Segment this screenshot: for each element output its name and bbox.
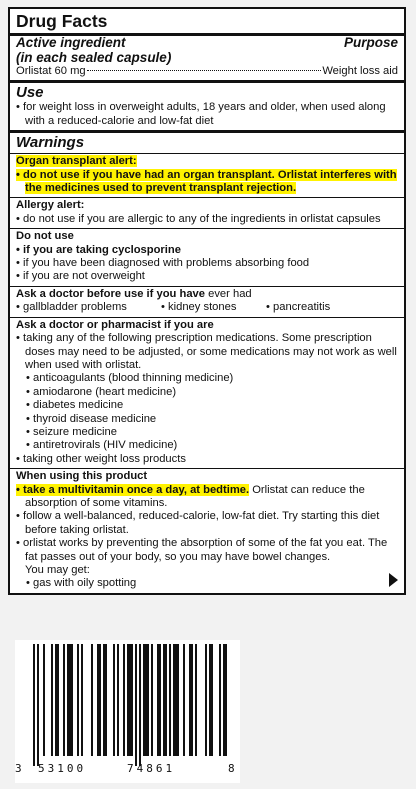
barcode-bar — [209, 644, 213, 756]
ingredient-purpose: Weight loss aid — [322, 65, 398, 77]
divider — [10, 286, 404, 287]
barcode-bar — [223, 644, 227, 756]
drug-facts-panel — [8, 7, 406, 595]
barcode-bar — [77, 644, 79, 756]
active-ingredient-row — [16, 65, 398, 78]
barcode-digit-left: 3 — [15, 762, 22, 775]
ask-pharmacist-text: • taking any of the following prescription medications. Some prescription doses may need to be adjusted, or some medications may not work as well when used with orlistat. — [16, 332, 397, 371]
allergy-text: • do not use if you are allergic to any of the ingredients in orlistat capsules — [16, 212, 381, 225]
barcode-bar — [163, 644, 167, 756]
barcode-bar — [189, 644, 193, 756]
divider — [10, 153, 404, 154]
barcode-bar — [183, 644, 185, 756]
when-using-item: • follow a well-balanced, reduced-calorie, low-fat diet. Try starting this diet before taking orlistat. — [16, 510, 380, 536]
continue-arrow-icon — [389, 573, 398, 587]
list-item: • diabetes medicine — [26, 399, 124, 412]
do-not-use-item: • if you have been diagnosed with problems absorbing food — [16, 257, 310, 270]
barcode-bar — [143, 644, 149, 756]
ask-doctor-title: Ask a doctor before use if you have ever had — [16, 287, 252, 300]
barcode-bar — [157, 644, 161, 756]
do-not-use-item: • if you are taking cyclosporine — [16, 243, 181, 256]
purpose-heading: Purpose — [343, 35, 398, 50]
barcode-bar — [103, 644, 107, 756]
divider — [10, 197, 404, 198]
list-item: • thyroid disease medicine — [26, 412, 157, 425]
active-header — [16, 36, 398, 65]
barcode-bar — [219, 644, 221, 756]
barcode-bars — [33, 644, 229, 766]
barcode-bar — [205, 644, 207, 756]
organ-transplant-title: Organ transplant alert: — [16, 155, 137, 168]
use-title: Use — [16, 84, 44, 102]
divider — [10, 317, 404, 318]
list-item: • anticoagulants (blood thinning medicine) — [26, 372, 234, 385]
do-not-use-title: Do not use — [16, 230, 74, 243]
list-item: • pancreatitis — [266, 301, 331, 314]
barcode-bar — [113, 644, 115, 756]
barcode-bar — [151, 644, 153, 756]
ingredient-name: Orlistat 60 mg — [16, 65, 86, 77]
when-using-item: • orlistat works by preventing the absorption of some of the fat you eat. The fat passes out of your body, so you may have bowel changes. — [16, 537, 388, 563]
barcode-group-right: 74861 — [127, 762, 176, 775]
active-ingredient-heading: Active ingredient — [16, 35, 126, 50]
do-not-use-item: • if you are not overweight — [16, 270, 145, 283]
barcode-bar — [169, 644, 171, 756]
organ-transplant-text: • do not use if you have had an organ transplant. Orlistat interferes with the medicines used to prevent transplant rejection. — [16, 168, 397, 195]
ask-pharmacist-title: Ask a doctor or pharmacist if you are — [16, 318, 214, 331]
barcode-digit-right: 8 — [228, 762, 235, 775]
warnings-title: Warnings — [16, 134, 85, 152]
list-item: • taking other weight loss products — [16, 452, 186, 465]
divider — [10, 130, 404, 133]
divider — [10, 80, 404, 83]
list-item: • seizure medicine — [26, 425, 117, 438]
barcode-bar — [195, 644, 197, 756]
barcode-bar — [43, 644, 45, 756]
ask-doctor-list — [16, 301, 398, 314]
page-title: Drug Facts — [16, 11, 108, 31]
list-item: • gallbladder problems — [16, 301, 127, 314]
list-item: • antiretrovirals (HIV medicine) — [26, 439, 178, 452]
use-item: • for weight loss in overweight adults, 18 years and older, when used along with a reduced-calorie and low-fat diet — [16, 101, 386, 127]
barcode-bar — [117, 644, 119, 756]
barcode-bar — [55, 644, 59, 756]
list-item: • kidney stones — [161, 301, 237, 314]
barcode-bar — [33, 644, 35, 766]
when-using-item: • take a multivitamin once a day, at bedtime. Orlistat can reduce the absorption of some vitamins. — [16, 483, 365, 509]
may-get-label: You may get: — [25, 564, 90, 576]
dotted-leader — [87, 70, 322, 71]
barcode-bar — [123, 644, 125, 756]
barcode-group-left: 53100 — [38, 762, 87, 775]
list-item: • gas with oily spotting — [26, 577, 137, 590]
barcode-bar — [51, 644, 53, 756]
when-using-title: When using this product — [16, 470, 148, 483]
barcode — [15, 640, 240, 783]
barcode-bar — [91, 644, 93, 756]
active-ingredient-subheading: (in each sealed capsule) — [16, 49, 172, 65]
list-item: • amiodarone (heart medicine) — [26, 385, 177, 398]
barcode-bar — [97, 644, 101, 756]
divider — [10, 468, 404, 469]
allergy-title: Allergy alert: — [16, 199, 85, 212]
barcode-bar — [127, 644, 133, 756]
barcode-bar — [63, 644, 65, 756]
barcode-bar — [135, 644, 137, 766]
divider — [10, 228, 404, 229]
barcode-bar — [37, 644, 39, 766]
barcode-bar — [173, 644, 179, 756]
barcode-bar — [139, 644, 141, 766]
barcode-bar — [81, 644, 83, 756]
barcode-bar — [67, 644, 73, 756]
